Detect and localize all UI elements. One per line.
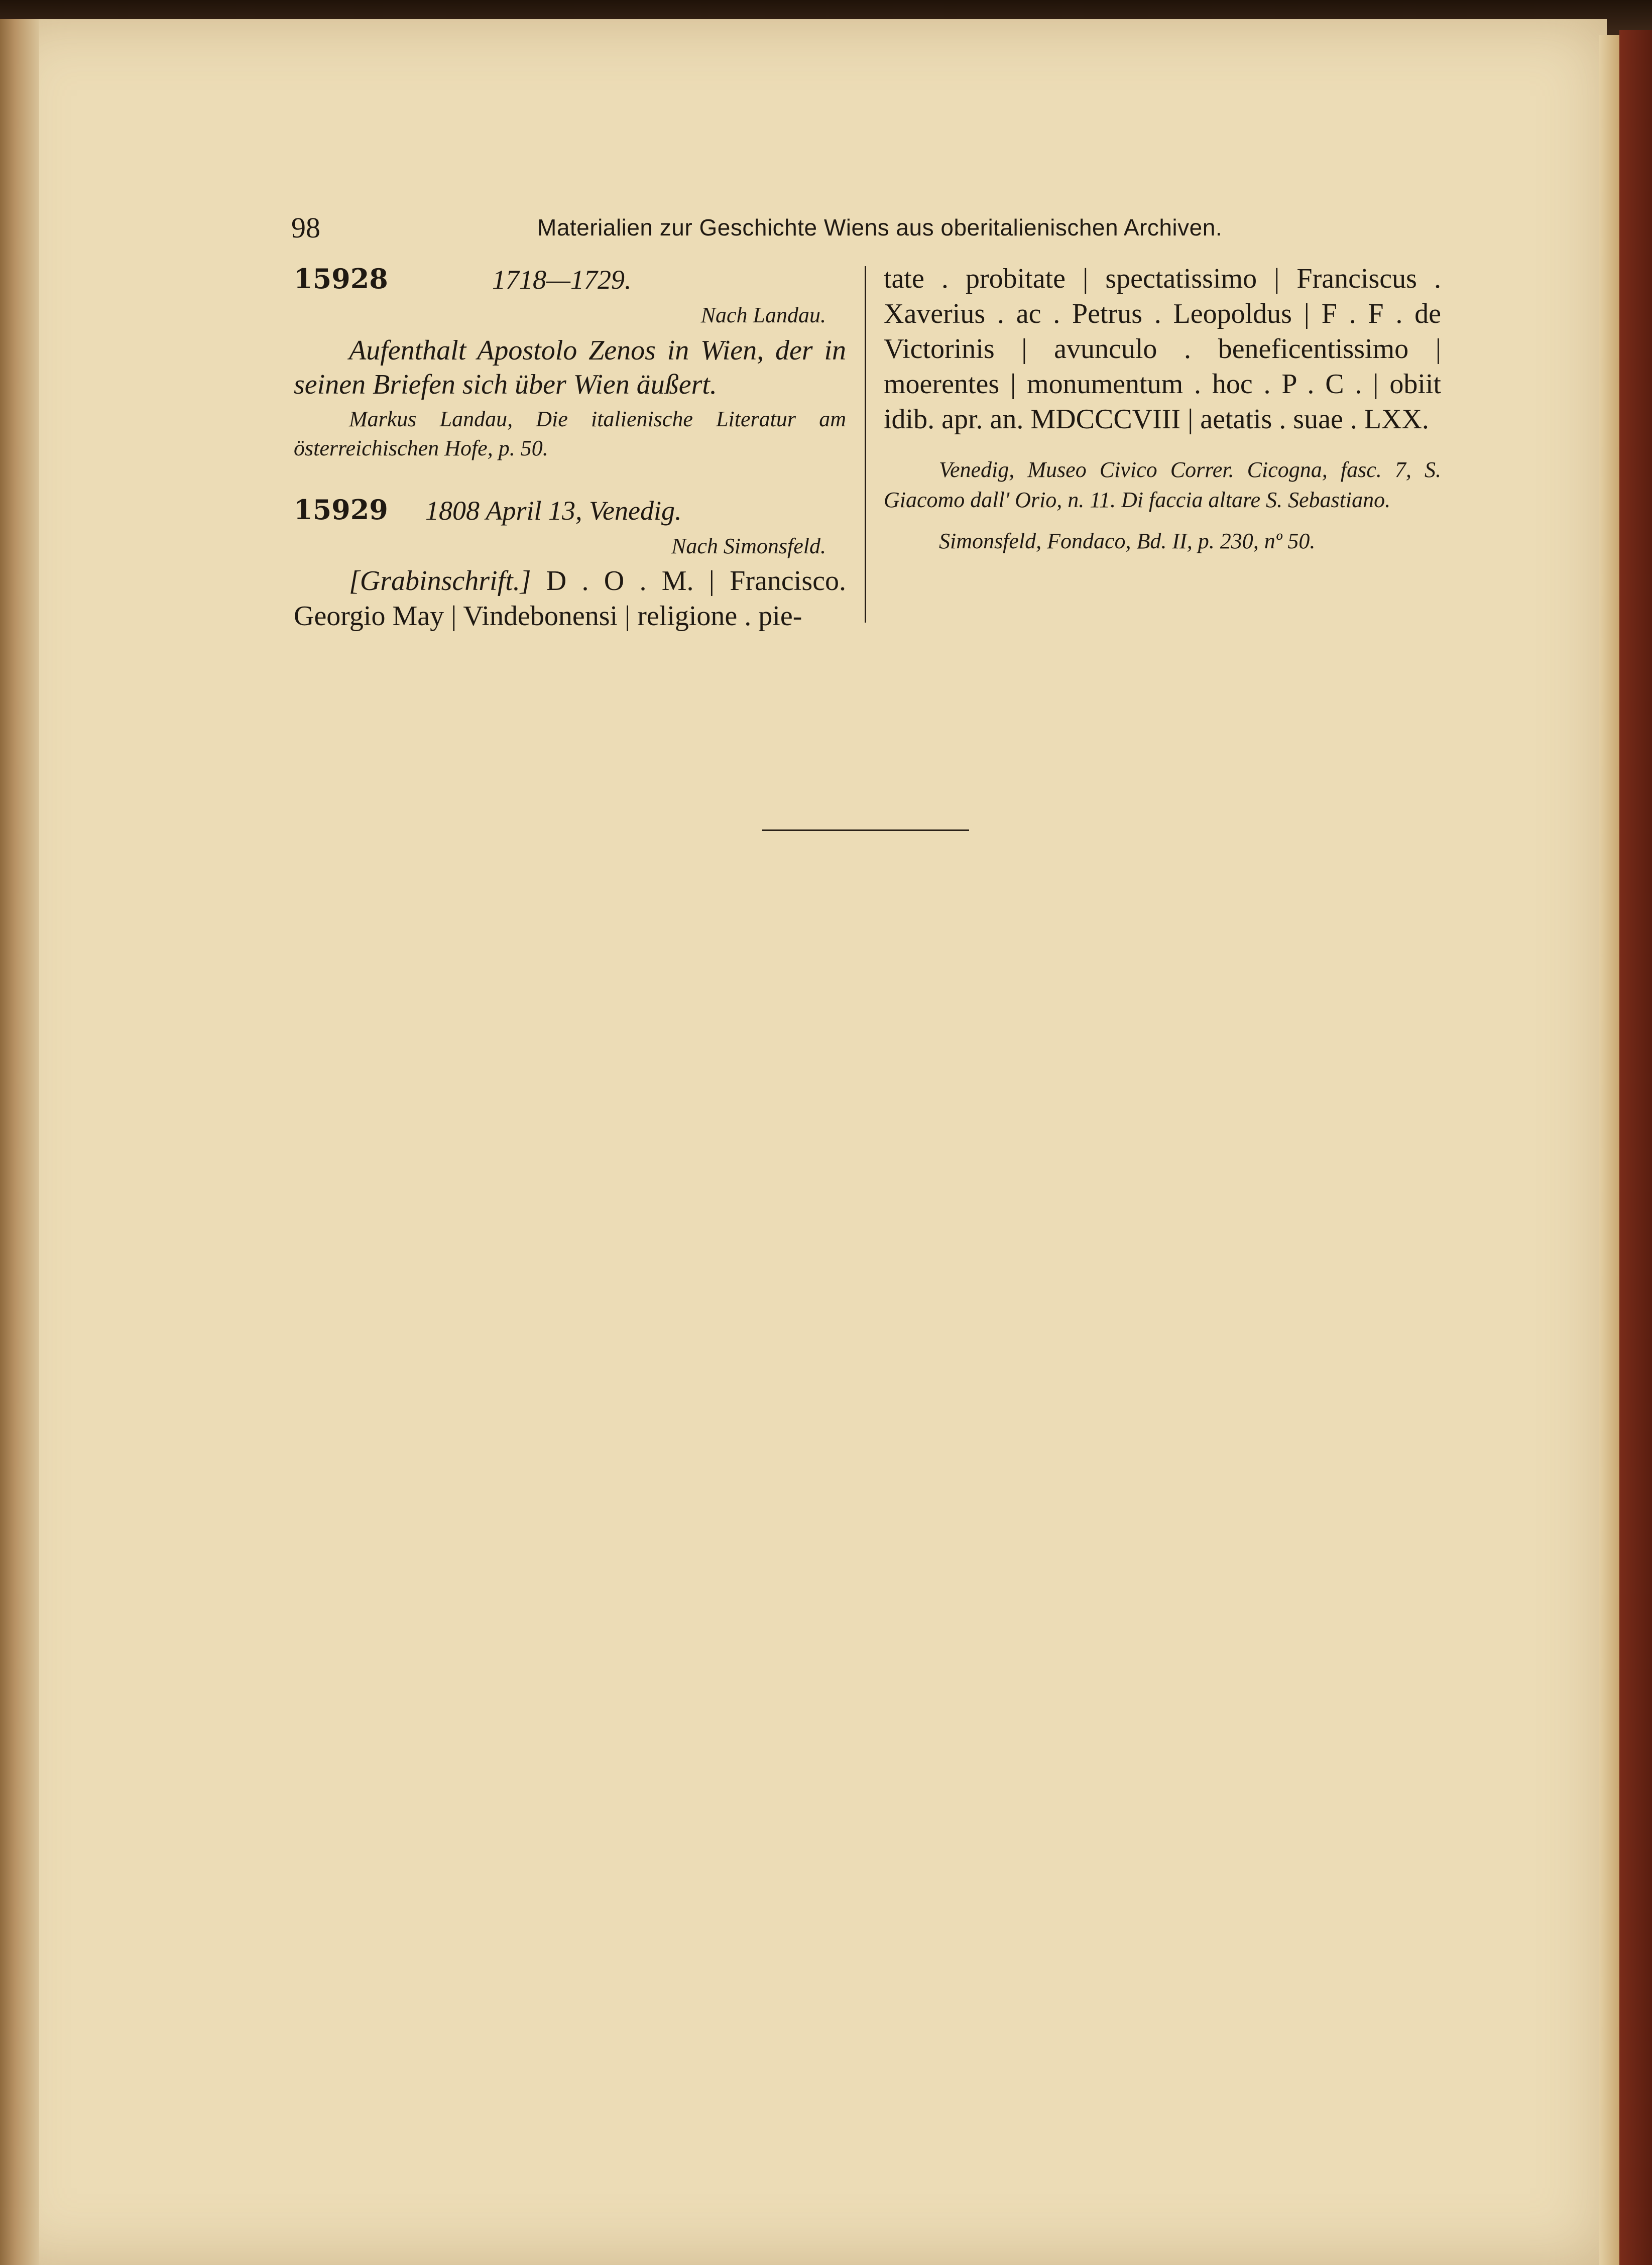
entry-title: Aufenthalt Apostolo Zenos in Wien, der in seinen Briefen sich über Wien äußert. (294, 335, 846, 400)
entry-date: 1718—1729. (492, 265, 632, 295)
entry-text-start (294, 563, 846, 634)
entry-text-continued: tate . probitate | spectatissimo | Franciscus . Xaverius . ac . Petrus . Leopoldus | F . F . de Victorinis | avunculo . beneficentissimo | moerentes | monumentum . hoc . P . C . | obiit idib. apr. an. MDCCCVIII | aetatis . suae . LXX. (884, 263, 1441, 435)
entry-15928 (294, 261, 846, 463)
entry-lead: [Grabinschrift.] (349, 565, 531, 597)
left-column (294, 261, 846, 634)
page-gutter-edge (0, 19, 39, 2265)
entry-archive: Venedig, Museo Civico Correr. Cicogna, fasc. 7, S. Giacomo dall' Orio, n. 11. Di faccia altare S. Sebastiano. (884, 457, 1441, 512)
entry-15929 (294, 492, 846, 634)
entry-source: Nach Landau. (700, 303, 826, 327)
page-number: 98 (291, 211, 320, 244)
entry-reference: Simonsfeld, Fondaco, Bd. II, p. 230, nº 50. (939, 529, 1316, 553)
entry-source: Nach Simonsfeld. (671, 534, 826, 558)
section-end-rule (762, 829, 969, 831)
entry-citation: Markus Landau, Die italienische Literatur am österreichischen Hofe, p. 50. (294, 407, 846, 460)
entry-number: 15929 (294, 494, 388, 526)
right-column (884, 261, 1441, 556)
page-header (291, 211, 1451, 246)
entry-head (294, 492, 846, 532)
running-title: Materialien zur Geschichte Wiens aus oberitalienischen Archiven. (537, 214, 1223, 241)
entry-date: 1808 April 13, Venedig. (425, 496, 682, 526)
entry-head (294, 261, 846, 301)
entry-text-left: D . O . M. | Francisco. Georgio May | Vindebonensi | religione . pie- (294, 565, 846, 632)
page-fore-edge (1599, 35, 1619, 2265)
entry-number: 15928 (294, 263, 388, 295)
column-divider (865, 266, 866, 623)
adjacent-page-edge (1619, 30, 1652, 2265)
